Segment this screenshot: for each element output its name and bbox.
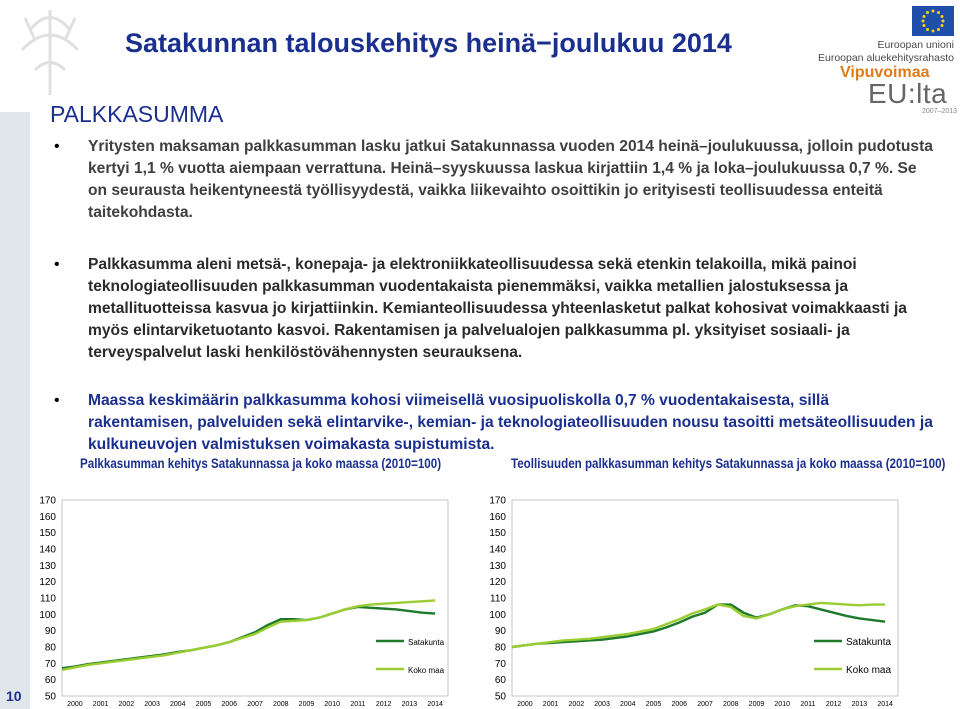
bullet-text: Palkkasumma aleni metsä-, konepaja- ja elektroniikkateollisuudessa sekä etenkin telakoilla, mikä painoi teknologiateollisuuden palkkasumman vuodentakaista pienemmäksi, vaikka metallien jalostuksessa ja metallituotteissa kasvua jo kirjattiinkin. Kemianteollisuudessa yhteenlasketut palkat kohosivat voimakkaasti ja myös elintarviketuotanto kasvoi. Rakentamisen ja palvelualojen palkkasumma pl. yksityiset sosiaali- ja terveyspalvelut laski henkilöstövähennysten seurauksena.	[88, 256, 907, 361]
legend-label: Satakunta	[846, 637, 892, 648]
chart-title-right: Teollisuuden palkkasumman kehitys Satakunnassa ja koko maassa (2010=100)	[511, 456, 946, 471]
bullet-dot-icon: •	[54, 256, 60, 273]
x-tick-label: 2012	[825, 701, 842, 708]
x-tick-label: 2001	[92, 701, 109, 708]
chart-left	[30, 488, 450, 709]
bullet-dot-icon: •	[54, 138, 60, 155]
x-tick-label: 2013	[401, 701, 418, 708]
y-tick-label: 150	[489, 528, 506, 540]
bullet-text: Yritysten maksaman palkkasumman lasku jatkui Satakunnassa vuoden 2014 heinä–joulukuussa, jolloin pudotusta kertyi 1,1 % vuotta aiempaan verrattuna. Heinä–syyskuussa laskua kirjattiin 1,4 % ja loka–joulukuussa 0,7 %. Se on seurausta heikentyneestä työllisyydestä, vaikka liikevaihto osoittikin jo erityisesti teollisuudessa enteitä taitekohdasta.	[88, 138, 933, 221]
y-tick-label: 50	[494, 691, 506, 703]
eu-logo-mark: EU:lta	[868, 78, 948, 109]
eu-logo	[817, 6, 958, 118]
y-tick-label: 60	[494, 675, 506, 687]
x-tick-label: 2006	[671, 701, 688, 708]
x-tick-label: 2003	[144, 701, 160, 708]
x-tick-label: 2010	[774, 701, 790, 708]
y-tick-label: 70	[494, 658, 506, 670]
bullet-dot-icon: •	[54, 392, 60, 409]
slide-title: Satakunnan talouskehitys heinä−joulukuu 2014	[125, 28, 732, 58]
eu-logo-line2: Euroopan aluekehitysrahasto	[817, 52, 954, 64]
x-tick-label: 2009	[748, 701, 765, 708]
chart-right	[480, 488, 900, 709]
legend-label: Koko maa	[846, 665, 892, 676]
x-tick-label: 2008	[272, 701, 289, 708]
x-tick-label: 2014	[877, 701, 893, 708]
eu-logo-line1: Euroopan unioni	[877, 39, 954, 51]
y-tick-label: 80	[44, 642, 56, 654]
y-tick-label: 130	[489, 560, 506, 572]
y-tick-label: 90	[494, 626, 506, 638]
plot-frame	[62, 500, 448, 696]
eu-logo-years: 2007–2013	[922, 108, 958, 115]
x-tick-label: 2005	[645, 701, 662, 708]
x-tick-label: 2007	[697, 701, 713, 708]
bullet-item	[54, 136, 934, 224]
y-tick-label: 160	[489, 511, 506, 523]
y-tick-label: 120	[39, 577, 56, 589]
chart-right-svg	[480, 488, 900, 709]
x-tick-label: 2000	[67, 701, 83, 708]
x-tick-label: 2009	[298, 701, 315, 708]
x-tick-label: 2011	[350, 701, 366, 708]
y-tick-label: 140	[489, 544, 506, 556]
x-tick-label: 2000	[517, 701, 533, 708]
chart-title-left: Palkkasumman kehitys Satakunnassa ja koko maassa (2010=100)	[80, 456, 442, 471]
y-tick-label: 100	[39, 609, 56, 621]
y-tick-label: 100	[489, 609, 506, 621]
x-tick-label: 2004	[170, 701, 186, 708]
bullet-item	[54, 390, 934, 456]
y-tick-label: 170	[39, 495, 56, 507]
y-tick-label: 80	[494, 642, 506, 654]
sidebar-strip	[0, 112, 30, 709]
y-tick-label: 60	[44, 675, 56, 687]
legend-label: Satakunta	[408, 638, 445, 647]
y-tick-label: 160	[39, 511, 56, 523]
x-tick-label: 2013	[851, 701, 868, 708]
bullet-item	[54, 254, 934, 364]
series-line-satakunta	[62, 607, 435, 668]
x-tick-label: 2012	[375, 701, 392, 708]
legend-label: Koko maa	[408, 666, 445, 675]
y-tick-label: 130	[39, 560, 56, 572]
x-tick-label: 2007	[247, 701, 263, 708]
y-tick-label: 170	[489, 495, 506, 507]
x-tick-label: 2008	[722, 701, 739, 708]
y-tick-label: 50	[44, 691, 56, 703]
y-tick-label: 110	[40, 593, 56, 605]
chart-left-svg	[30, 488, 450, 709]
y-tick-label: 110	[490, 593, 506, 605]
eu-logo-brand: Vipuvoimaa	[840, 64, 930, 81]
y-tick-label: 140	[39, 544, 56, 556]
bullet-text: Maassa keskimäärin palkkasumma kohosi viimeisellä vuosipuoliskolla 0,7 % vuodentakaisesta, sillä rakentamisen, palveluiden sekä elintarvike-, kemian- ja teknologiateollisuuden nousu tasoitti metsäteollisuuden ja kulkuneuvojen valmistuksen voimakasta supistumista.	[88, 392, 933, 453]
eu-flag-icon	[912, 6, 954, 36]
page-number: 10	[6, 688, 22, 704]
x-tick-label: 2004	[620, 701, 636, 708]
crest-logo	[0, 0, 120, 100]
section-heading: PALKKASUMMA	[50, 101, 224, 127]
y-tick-label: 90	[44, 626, 56, 638]
x-tick-label: 2006	[221, 701, 238, 708]
x-tick-label: 2003	[594, 701, 610, 708]
y-tick-label: 120	[489, 577, 506, 589]
x-tick-label: 2014	[427, 701, 443, 708]
y-tick-label: 150	[39, 528, 56, 540]
x-tick-label: 2002	[118, 701, 135, 708]
x-tick-label: 2001	[542, 701, 559, 708]
x-tick-label: 2002	[568, 701, 585, 708]
x-tick-label: 2005	[195, 701, 212, 708]
y-tick-label: 70	[44, 658, 56, 670]
x-tick-label: 2010	[324, 701, 340, 708]
plot-frame	[512, 500, 898, 696]
x-tick-label: 2011	[800, 701, 816, 708]
